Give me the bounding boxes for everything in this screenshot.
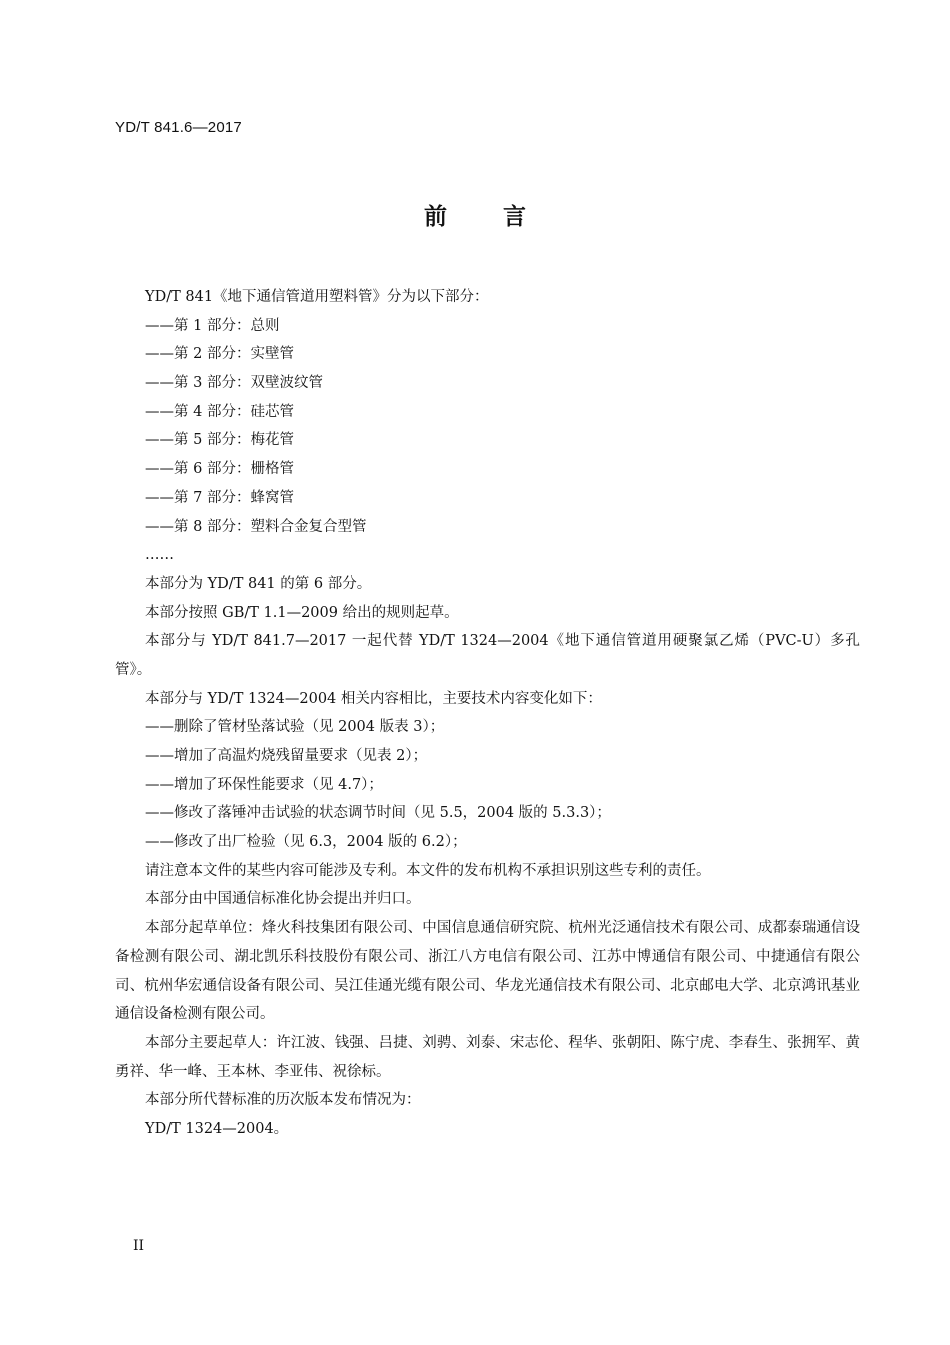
statement-part-number: 本部分为 YD/T 841 的第 6 部分。 (145, 575, 372, 592)
list-item: ——第 5 部分：梅花管 (145, 432, 294, 449)
list-item: ——增加了高温灼烧残留量要求（见表 2）； (145, 748, 428, 765)
list-item: ——修改了出厂检验（见 6.3，2004 版的 6.2）； (145, 834, 467, 851)
list-item: ——第 8 部分：塑料合金复合型管 (145, 518, 367, 535)
statement-replacement (115, 627, 860, 684)
drafting-units-text: 本部分起草单位：烽火科技集团有限公司、中国信息通信研究院、杭州光泛通信技术有限公司、成都泰瑞通信设备检测有限公司、湖北凯乐科技股份有限公司、浙江八方电信有限公司、江苏中博通信有限公司、中捷通信有限公司、杭州华宏通信设备有限公司、吴江佳通光缆有限公司、华龙光通信技术有限公司、北京邮电大学、北京鸿讯基业通信设备检测有限公司。 (115, 920, 860, 1023)
patent-notice: 请注意本文件的某些内容可能涉及专利。本文件的发布机构不承担识别这些专利的责任。 (145, 862, 711, 879)
page-number: II (133, 1238, 145, 1254)
drafters (115, 1029, 860, 1086)
list-item: ——第 4 部分：硅芯管 (145, 403, 294, 420)
proposer-notice: 本部分由中国通信标准化协会提出并归口。 (145, 891, 421, 908)
document-number-header: YD/T 841.6—2017 (115, 119, 242, 136)
ellipsis: …… (145, 547, 174, 564)
statement-changes-intro: 本部分与 YD/T 1324—2004 相关内容相比，主要技术内容变化如下： (145, 690, 602, 707)
history-intro: 本部分所代替标准的历次版本发布情况为： (145, 1092, 421, 1109)
statement-drafting-rules: 本部分按照 GB/T 1.1—2009 给出的规则起草。 (145, 604, 459, 621)
page-title (0, 198, 950, 231)
title-char-2: 言 (503, 204, 526, 230)
list-item: ——第 1 部分：总则 (145, 317, 280, 334)
drafters-text: 本部分主要起草人：许江波、钱强、吕捷、刘骋、刘泰、宋志伦、程华、张朝阳、陈宁虎、李春生、张拥军、黄勇祥、华一峰、王本林、李亚伟、祝徐标。 (115, 1034, 860, 1080)
list-item: ——第 6 部分：栅格管 (145, 461, 294, 478)
drafting-units (115, 914, 860, 1029)
list-item: ——增加了环保性能要求（见 4.7）； (145, 776, 383, 793)
list-item: ——修改了落锤冲击试验的状态调节时间（见 5.5，2004 版的 5.3.3）； (145, 805, 611, 822)
list-item: ——第 3 部分：双壁波纹管 (145, 375, 323, 392)
list-item: ——第 2 部分：实壁管 (145, 346, 294, 363)
list-item: ——删除了管材坠落试验（见 2004 版表 3）； (145, 719, 445, 736)
foreword-body (115, 283, 860, 1144)
statement-replacement-text: 本部分与 YD/T 841.7—2017 一起代替 YD/T 1324—2004《地下通信管道用硬聚氯乙烯（PVC-U）多孔管》。 (115, 633, 860, 678)
history-item: YD/T 1324—2004。 (145, 1121, 289, 1138)
list-item: ——第 7 部分：蜂窝管 (145, 489, 294, 506)
intro-line: YD/T 841《地下通信管道用塑料管》分为以下部分： (145, 289, 489, 305)
title-char-1: 前 (424, 204, 447, 230)
